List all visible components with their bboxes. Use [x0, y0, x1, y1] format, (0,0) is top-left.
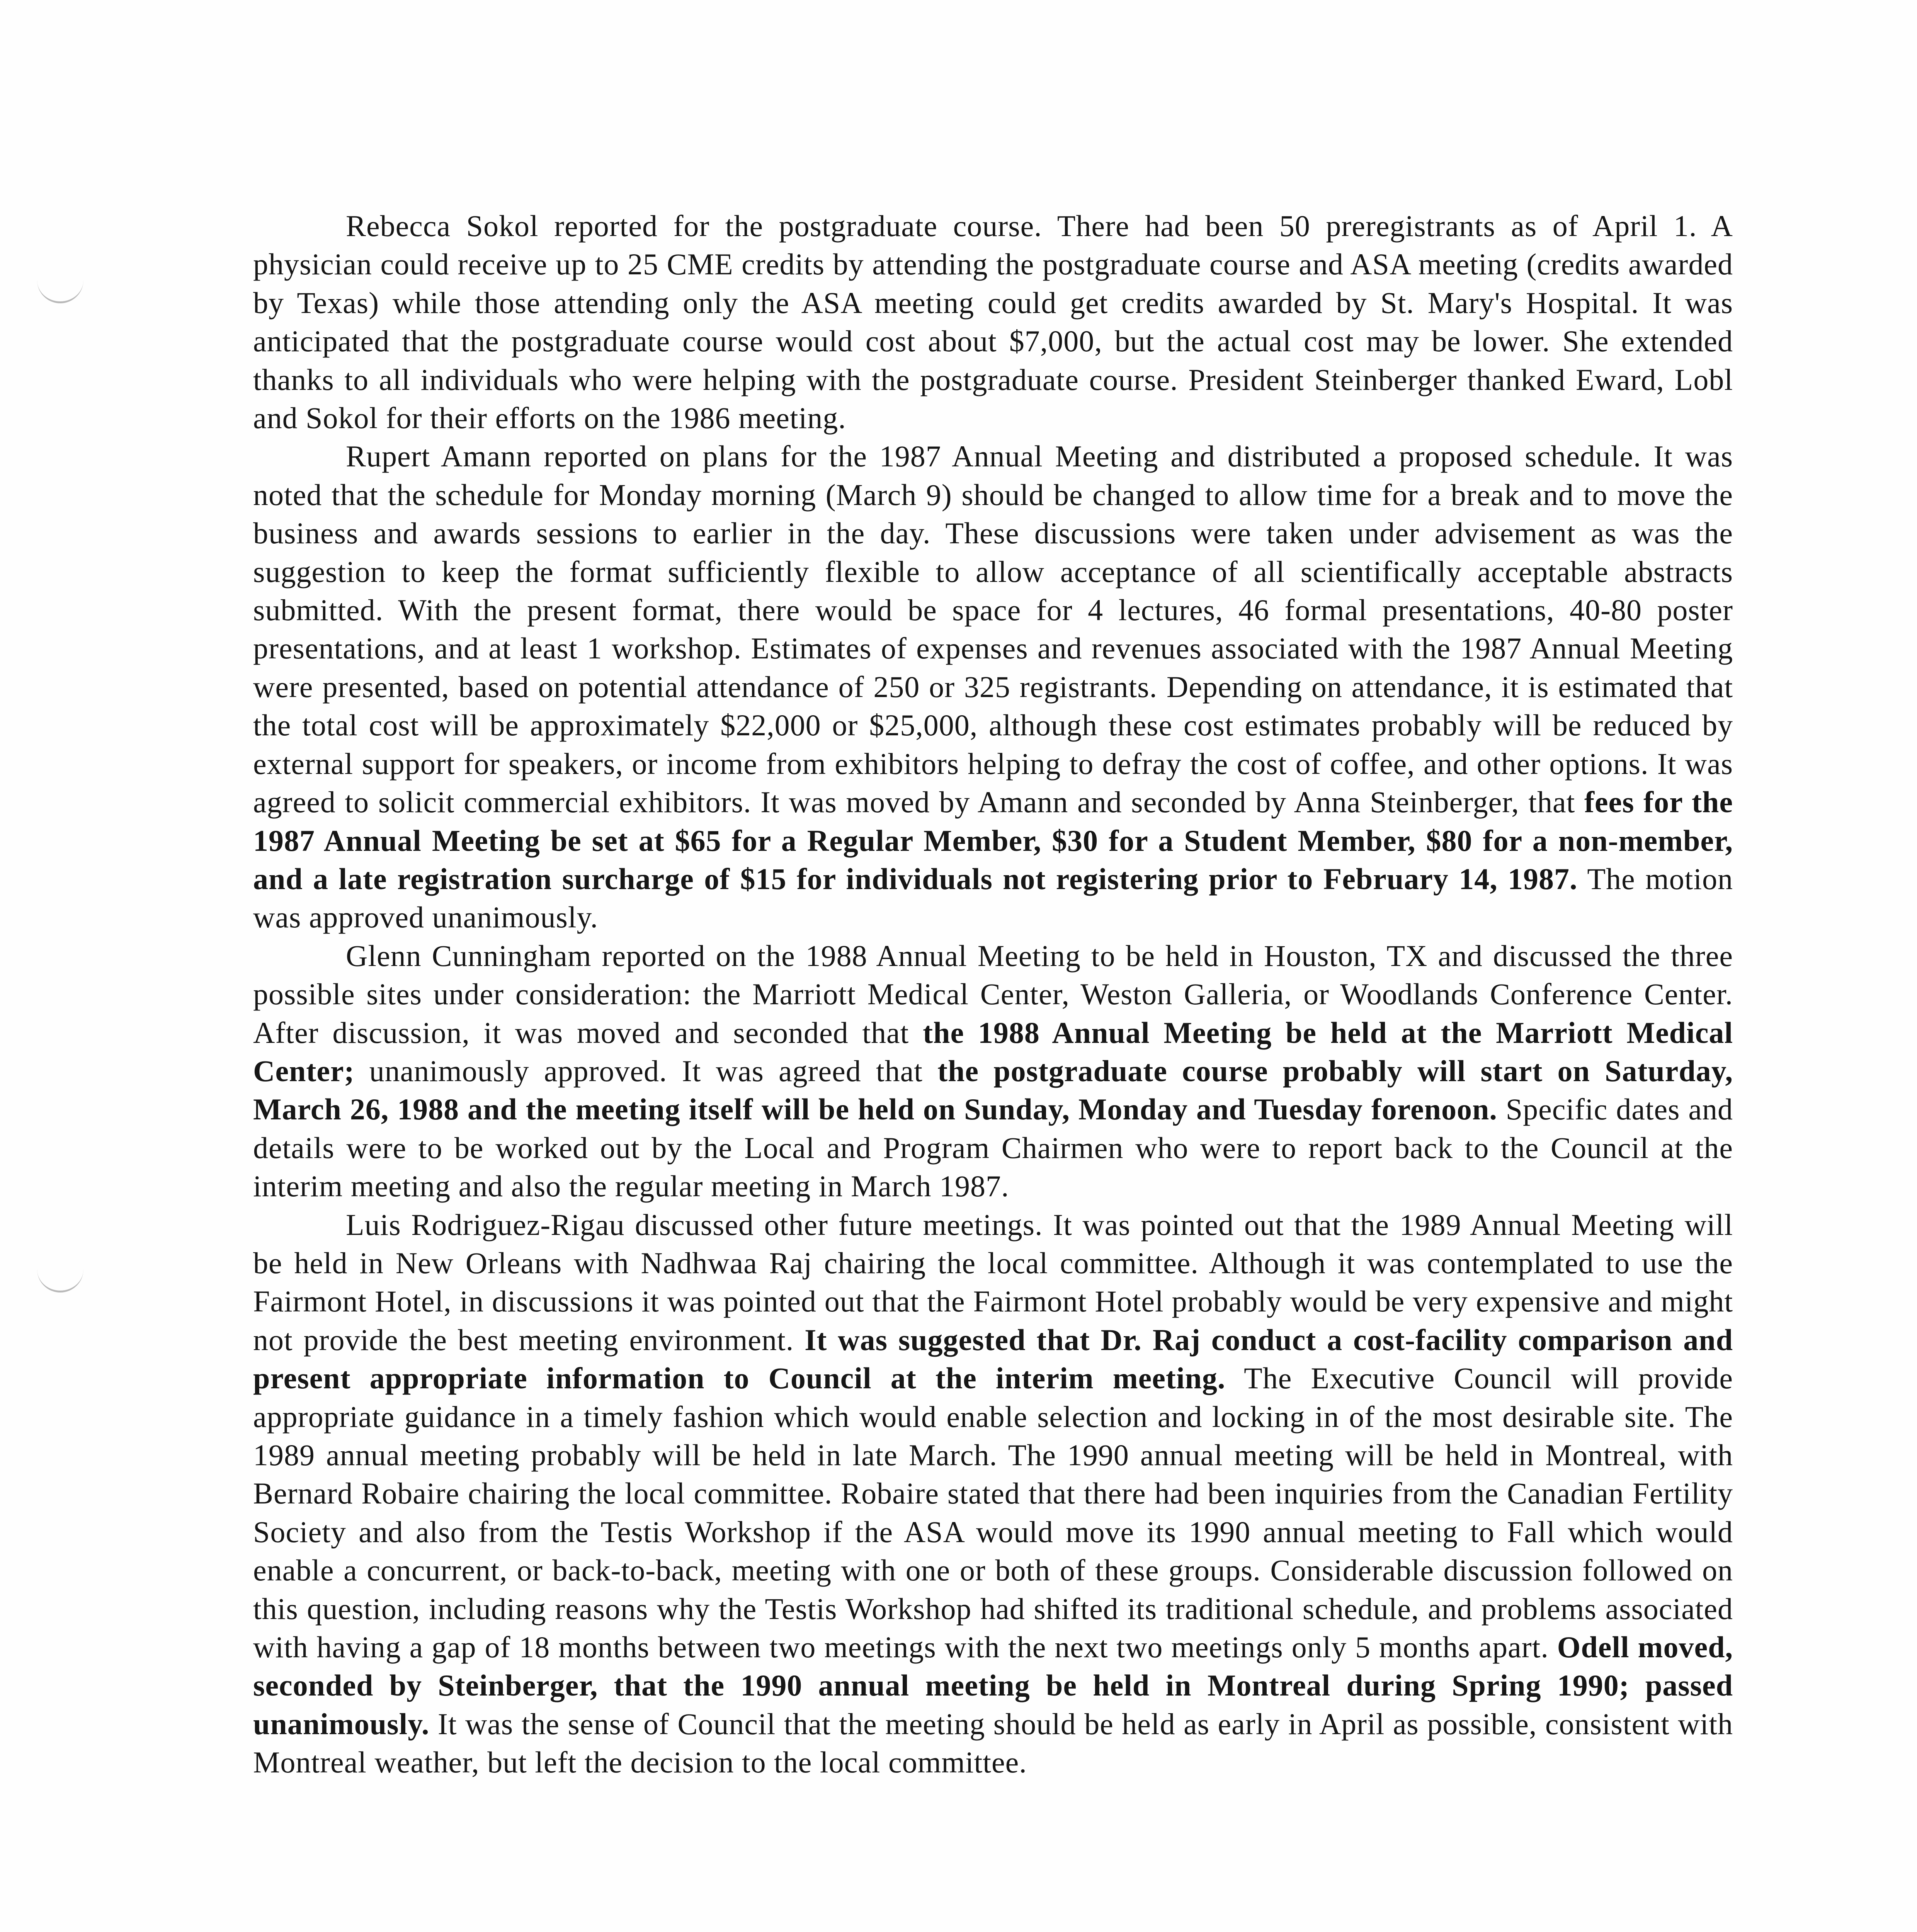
punch-hole-mark: [37, 1267, 83, 1293]
motion-text-1988-dates: the postgraduate course probably will start on Saturday, March 26, 1988 and the meeting itself will be held on Sunday, Monday and Tuesday forenoon.: [253, 1054, 1733, 1126]
paragraph-text: It was the sense of Council that the meeting should be held as early in April as possible, consistent with Montreal weather, but left the decision to the local committee.: [253, 1707, 1733, 1779]
motion-text-1990-montreal: Odell moved, seconded by Steinberger, that the 1990 annual meeting be held in Montreal during Spring 1990; passed unanimously.: [253, 1630, 1733, 1741]
paragraph-text: Rupert Amann reported on plans for the 1987 Annual Meeting and distributed a proposed schedule. It was noted that the schedule for Monday morning (March 9) should be changed to allow time for a break and to move the business and awards sessions to earlier in the day. These discussions were taken under advisement as was the suggestion to keep the format sufficiently flexible to allow acceptance of all scientifically acceptable abstracts submitted. With the present format, there would be space for 4 lectures, 46 formal presentations, 40-80 poster presentations, and at least 1 workshop. Estimates of expenses and revenues associated with the 1987 Annual Meeting were presented, based on potential attendance of 250 or 325 registrants. Depending on attendance, it is estimated that the total cost will be approximately $22,000 or $25,000, although these cost estimates probably will be reduced by external support for speakers, or income from exhibitors helping to defray the cost of coffee, and other options. It was agreed to solicit commercial exhibitors. It was moved by Amann and seconded by Anna Steinberger, that: [253, 439, 1733, 819]
paragraph-text: unanimously approved. It was agreed that: [354, 1054, 938, 1088]
paragraph-text: Rebecca Sokol reported for the postgraduate course. There had been 50 preregistrants as of April 1. A physician could receive up to 25 CME credits by attending the postgraduate course and ASA meeting (credits awarded by Texas) while those attending only the ASA meeting could get credits awarded by St. Mary's Hospital. It was anticipated that the postgraduate course would cost about $7,000, but the actual cost may be lower. She extended thanks to all individuals who were helping with the postgraduate course. President Steinberger thanked Eward, Lobl and Sokol for their efforts on the 1986 meeting.: [253, 209, 1733, 435]
paragraph-postgraduate-course: [253, 207, 1733, 437]
paragraph-text: The Executive Council will provide appropriate guidance in a timely fashion which would enable selection and locking in of the most desirable site. The 1989 annual meeting probably will be held in late March. The 1990 annual meeting will be held in Montreal, with Bernard Robaire chairing the local committee. Robaire stated that there had been inquiries from the Canadian Fertility Society and also from the Testis Workshop if the ASA would move its 1990 annual meeting to Fall which would enable a concurrent, or back-to-back, meeting with one or both of these groups. Considerable discussion followed on this question, including reasons why the Testis Workshop had shifted its traditional schedule, and problems associated with having a gap of 18 months between two meetings with the next two meetings only 5 months apart.: [253, 1361, 1733, 1664]
paragraph-text: Luis Rodriguez-Rigau discussed other future meetings. It was pointed out that the 1989 Annual Meeting will be held in New Orleans with Nadhwaa Raj chairing the local committee. Although it was contemplated to use the Fairmont Hotel, in discussions it was pointed out that the Fairmont Hotel probably would be very expensive and might not provide the best meeting environment.: [253, 1208, 1733, 1357]
motion-text-raj-comparison: It was suggested that Dr. Raj conduct a cost-facility comparison and present appropriate information to Council at the interim meeting.: [253, 1323, 1733, 1395]
motion-text-1988-site: the 1988 Annual Meeting be held at the Marriott Medical Center;: [253, 1015, 1733, 1088]
paragraph-future-meetings: [253, 1206, 1733, 1782]
paragraph-text: The motion was approved unanimously.: [253, 862, 1733, 934]
punch-hole-mark: [37, 278, 83, 303]
paragraph-text: Specific dates and details were to be worked out by the Local and Program Chairmen who were to report back to the Council at the interim meeting and also the regular meeting in March 1987.: [253, 1092, 1733, 1203]
paragraph-text: Glenn Cunningham reported on the 1988 Annual Meeting to be held in Houston, TX and discussed the three possible sites under consideration: the Marriott Medical Center, Weston Galleria, or Woodlands Conference Center. After discussion, it was moved and seconded that: [253, 939, 1733, 1049]
motion-text-fees: fees for the 1987 Annual Meeting be set at $65 for a Regular Member, $30 for a Student Member, $80 for a non-member, and a late registration surcharge of $15 for individuals not registering prior to February 14, 1987.: [253, 785, 1733, 896]
paragraph-1988-annual-meeting: [253, 937, 1733, 1206]
minutes-text-body: [253, 207, 1733, 1782]
paragraph-1987-annual-meeting: [253, 437, 1733, 936]
